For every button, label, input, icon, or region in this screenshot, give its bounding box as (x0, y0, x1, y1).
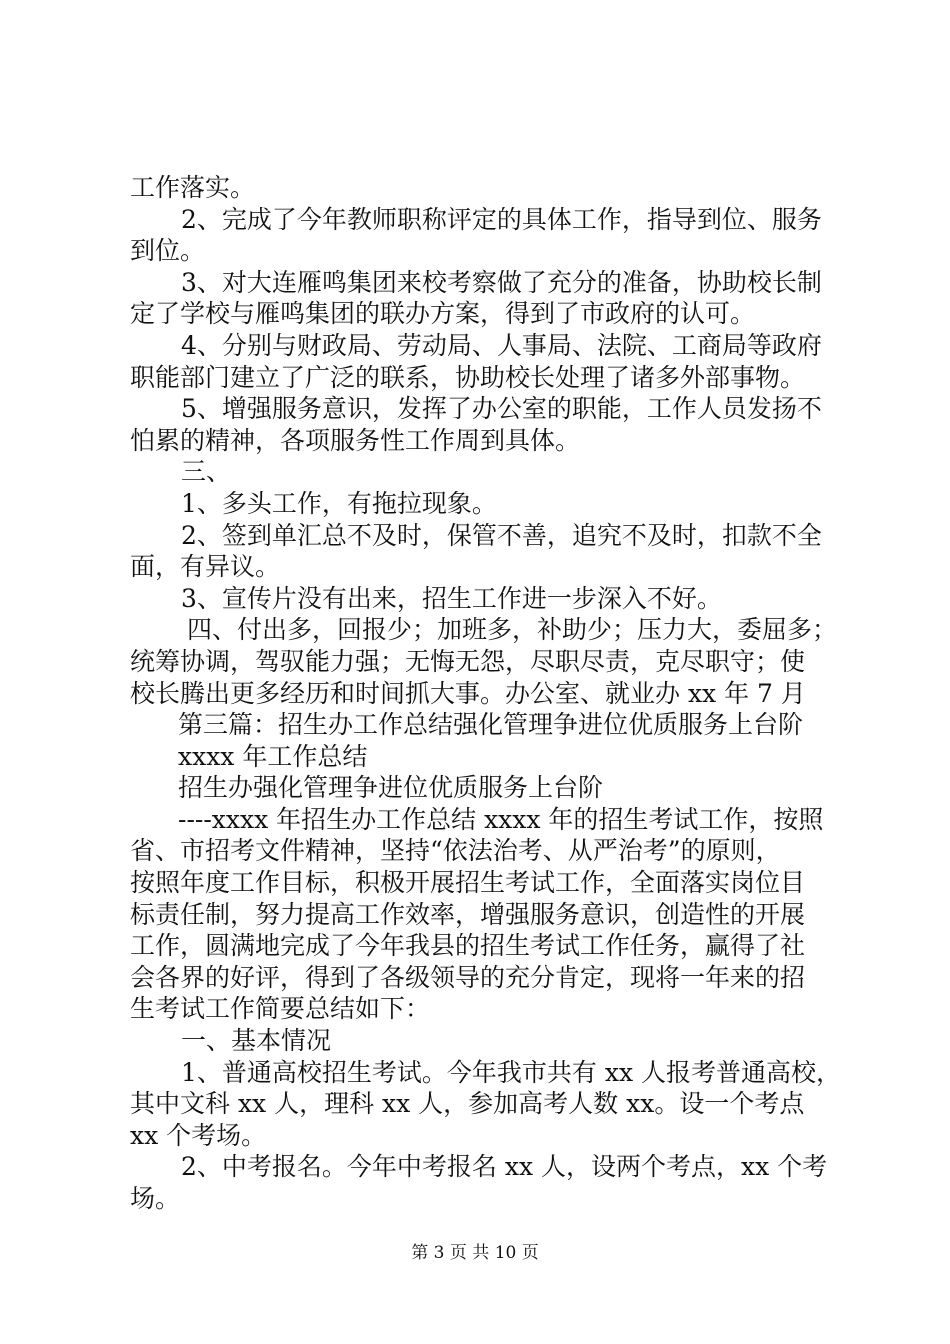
text-line: 2、中考报名。今年中考报名 xx 人，设两个考点，xx 个考 (181, 1152, 828, 1182)
chapter-title: 第三篇：招生办工作总结强化管理争进位优质服务上台阶 (178, 710, 804, 740)
text-line: 其中文科 xx 人，理科 xx 人，参加高考人数 xx。设一个考点 (130, 1089, 805, 1119)
text-line: 5、增强服务意识，发挥了办公室的职能，工作人员发扬不 (181, 394, 822, 424)
subtitle: xxxx 年工作总结 (178, 741, 368, 771)
text-line: 3、对大连雁鸣集团来校考察做了充分的准备，协助校长制 (181, 267, 822, 297)
text-line: 四、付出多，回报少；加班多，补助少；压力大，委屈多； (187, 615, 838, 645)
text-line: 到位。 (130, 236, 206, 266)
text-line: 场。 (130, 1184, 181, 1213)
text-line: 1、多头工作，有拖拉现象。 (181, 488, 497, 518)
text-line: 统筹协调，驾驭能力强；无悔无怨，尽职尽责，克尽职守；使 (130, 646, 806, 676)
text-line: 生考试工作简要总结如下： (130, 994, 431, 1024)
text-line: 标责任制，努力提高工作效率，增强服务意识，创造性的开展 (130, 899, 806, 929)
text-line: 省、市招考文件精神，坚持“依法治考、从严治考”的原则， (130, 836, 781, 866)
text-line: 工作，圆满地完成了今年我县的招生考试工作任务，赢得了社 (130, 931, 806, 961)
text-line: 按照年度工作目标，积极开展招生考试工作，全面落实岗位目 (130, 868, 806, 898)
text-line: ----xxxx 年招生办工作总结 xxxx 年的招生考试工作，按照 (178, 804, 824, 834)
page-number-footer: 第 3 页 共 10 页 (411, 1243, 539, 1263)
text-line: 校长腾出更多经历和时间抓大事。办公室、就业办 xx 年 7 月 (130, 678, 806, 708)
text-line: 怕累的精神，各项服务性工作周到具体。 (130, 425, 581, 455)
text-line: 2、签到单汇总不及时，保管不善，追究不及时，扣款不全 (181, 520, 822, 550)
text-line: 4、分别与财政局、劳动局、人事局、法院、工商局等政府 (181, 330, 822, 360)
text-line: 1、普通高校招生考试。今年我市共有 xx 人报考普通高校， (181, 1057, 841, 1087)
text-line: xx 个考场。 (130, 1120, 267, 1150)
text-line: 会各界的好评，得到了各级领导的充分肯定，现将一年来的招 (130, 962, 806, 992)
text-line: 面，有异议。 (130, 552, 281, 582)
subtitle: 招生办强化管理争进位优质服务上台阶 (178, 773, 604, 803)
document-body (130, 172, 841, 1215)
section-heading: 一、基本情况 (181, 1026, 332, 1056)
text-line: 定了学校与雁鸣集团的联办方案，得到了市政府的认可。 (130, 299, 756, 329)
text-line: 工作落实。 (130, 173, 256, 202)
section-heading: 三、 (181, 457, 232, 487)
text-line: 职能部门建立了广泛的联系，协助校长处理了诸多外部事物。 (130, 362, 806, 392)
text-line: 2、完成了今年教师职称评定的具体工作，指导到位、服务 (181, 204, 822, 234)
text-line: 3、宣传片没有出来，招生工作进一步深入不好。 (181, 583, 722, 613)
